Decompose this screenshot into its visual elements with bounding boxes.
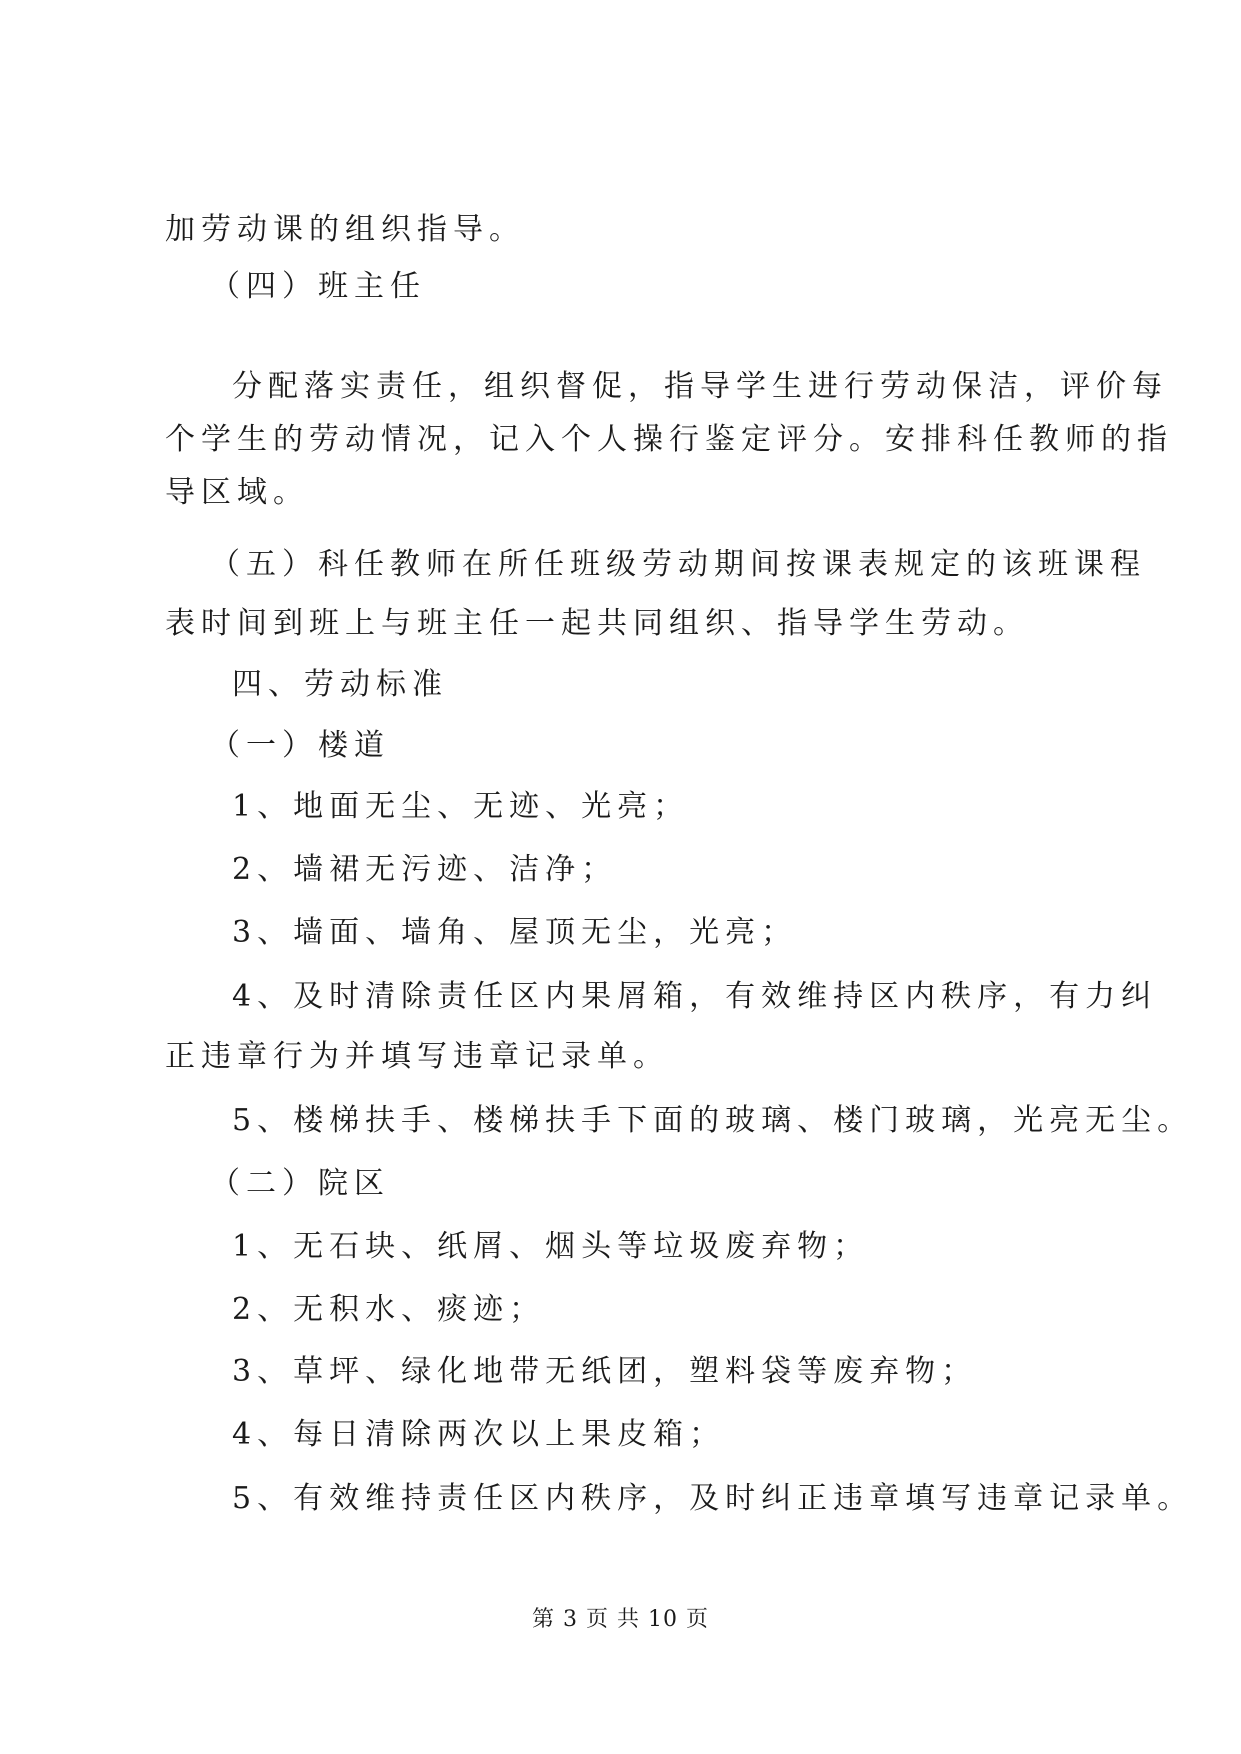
page-number-footer: 第 3 页 共 10 页 [532, 1607, 709, 1632]
paragraph-line: 加劳动课的组织指导。 [165, 212, 525, 247]
list-item: 1、无石块、纸屑、烟头等垃圾废弃物； [232, 1229, 870, 1264]
paragraph-line: 表时间到班上与班主任一起共同组织、指导学生劳动。 [165, 606, 1029, 641]
list-item-continuation: 正违章行为并填写违章记录单。 [165, 1039, 669, 1074]
list-item: 1、地面无尘、无迹、光亮； [232, 789, 690, 824]
list-item: 2、墙裙无污迹、洁净； [232, 852, 618, 887]
subsection-heading: （一）楼道 [210, 728, 390, 763]
list-item: 2、无积水、痰迹； [232, 1292, 546, 1327]
list-item: 4、及时清除责任区内果屑箱，有效维持区内秩序，有力纠 [232, 979, 1158, 1014]
section-heading: 四、劳动标准 [232, 667, 448, 702]
list-item: 5、有效维持责任区内秩序，及时纠正违章填写违章记录单。 [232, 1481, 1194, 1516]
subsection-heading: （二）院区 [210, 1166, 390, 1201]
paragraph-line: 导区域。 [165, 475, 309, 510]
list-item: 3、草坪、绿化地带无纸团，塑料袋等废弃物； [232, 1354, 978, 1389]
section-heading: （四）班主任 [210, 269, 426, 304]
paragraph-line: （五）科任教师在所任班级劳动期间按课表规定的该班课程 [210, 547, 1146, 582]
paragraph-line: 个学生的劳动情况，记入个人操行鉴定评分。安排科任教师的指 [165, 422, 1173, 457]
paragraph-line: 分配落实责任，组织督促，指导学生进行劳动保洁，评价每 [232, 369, 1168, 404]
list-item: 4、每日清除两次以上果皮箱； [232, 1417, 726, 1452]
list-item: 3、墙面、墙角、屋顶无尘，光亮； [232, 915, 798, 950]
list-item: 5、楼梯扶手、楼梯扶手下面的玻璃、楼门玻璃，光亮无尘。 [232, 1103, 1194, 1138]
